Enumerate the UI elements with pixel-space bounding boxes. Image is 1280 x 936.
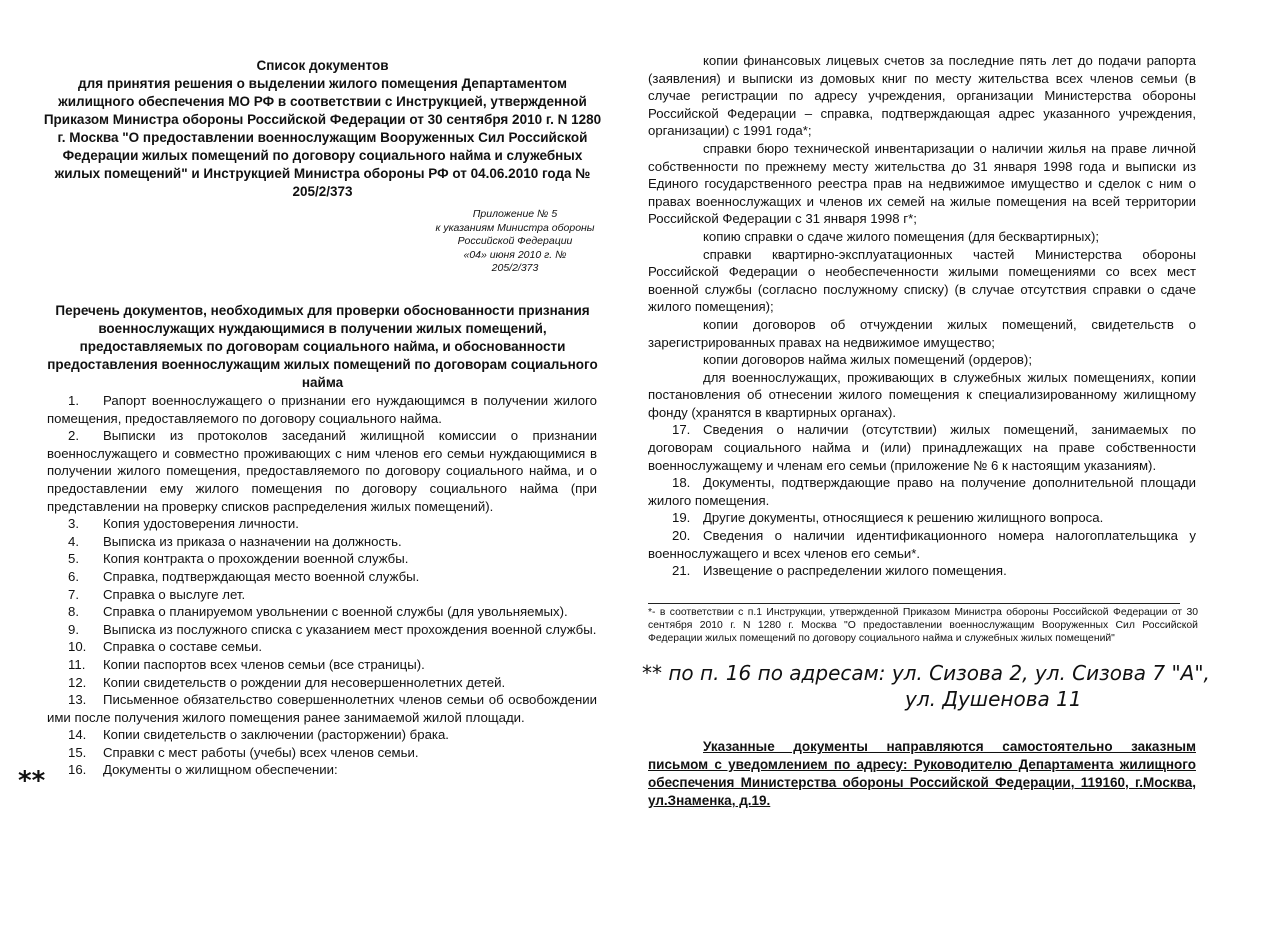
left-list (47, 392, 597, 779)
title-line1: Список документов (256, 58, 389, 73)
list-item (648, 562, 1196, 580)
list-item (47, 744, 597, 762)
item-number: 5. (68, 551, 79, 567)
list-item (47, 515, 597, 533)
footnote-divider (648, 603, 1180, 604)
list-item (47, 691, 597, 726)
item-number: 16. (68, 762, 87, 778)
list-item (648, 421, 1196, 474)
handwritten-note-line2: ул. Душенова 11 (905, 687, 1082, 711)
list-item (648, 509, 1196, 527)
item-text: Сведения о наличии идентификационного номера налогоплательщика у военнослужащего и всех членов его семьи*. (648, 528, 1196, 561)
mailing-instructions: Указанные документы направляются самостоятельно заказным письмом с уведомлением по адресу: Руководителю Департамента жилищного обеспечения Министерства обороны Российской Федерации, 119160, г.Москва, ул.Знаменка, д.19. (648, 739, 1196, 808)
list-item (47, 427, 597, 515)
item-text: Копии свидетельств о заключении (расторжении) брака. (103, 727, 449, 743)
footnote: *- в соответствии с п.1 Инструкции, утвержденной Приказом Министра обороны Российской Федерации от 30 сентября 2010 г. N 1280 г. Москва "О предоставлении военнослужащим Вооруженных Сил Российской Федерации жилых помещений по договору социального найма и служебных жилых помещений" (648, 607, 1198, 644)
item-number: 15. (68, 744, 87, 760)
handwritten-note (642, 660, 1252, 712)
sub-item: копии договоров найма жилых помещений (ордеров); (703, 352, 1032, 368)
sub-item: справки квартирно-эксплуатационных частей Министерства обороны Российской Федерации о необеспеченности жилыми помещениями со всех мест военной службы (согласно послужному списку) (в случае отсутствия справки о сдаче жилого помещения); (648, 246, 1196, 315)
title-body: для принятия решения о выделении жилого помещения Департаментом жилищного обеспечения МО РФ в соответствии с Инструкцией, утвержденной Приказом Министра обороны Российской Федерации от 30 сентября 2010 г. N 1280 г. Москва "О предоставлении военнослужащим Вооруженных Сил Российской Федерации жилых помещений по договору социального найма и служебных жилых помещений" и Инструкцией Министра обороны РФ от 04.06.2010 года № 205/2/373 (43, 76, 602, 199)
list-item (47, 550, 597, 568)
list-item (47, 638, 597, 656)
item-text: Копия контракта о прохождении военной службы. (103, 551, 409, 567)
item-number: 7. (68, 586, 79, 602)
list-item (47, 568, 597, 586)
handwritten-mark: ** (18, 766, 46, 796)
sub-item: справки бюро технической инвентаризации о наличии жилья на праве личной собственности по прежнему месту жительства до 31 января 1998 года и выписки из Единого государственного реестра прав на недвижимое имущество и сделок с ним о правах военнослужащих и членов их семей на жилые помещения на всей территории Российской Федерации с 31 января 1998 г*; (648, 140, 1196, 227)
list-item (47, 586, 597, 604)
sub-item: копии договоров об отчуждении жилых помещений, свидетельств о зарегистрированных правах на недвижимое имущество; (648, 316, 1196, 350)
sub-item: копию справки о сдаче жилого помещения (для бесквартирных); (703, 228, 1100, 244)
item-text: Другие документы, относящиеся к решению жилищного вопроса. (703, 510, 1104, 526)
sub-item: для военнослужащих, проживающих в служебных жилых помещениях, копии постановления об отнесении жилого помещения к специализированному жилищному фонду (хранятся в квартирных органах). (648, 369, 1196, 420)
item-text: Документы, подтверждающие право на получение дополнительной площади жилого помещения. (648, 475, 1196, 508)
item-number: 9. (68, 621, 79, 637)
item-text: Справки с мест работы (учебы) всех членов семьи. (103, 744, 419, 760)
item-text: Выписка из приказа о назначении на должность. (103, 533, 402, 549)
list-item (47, 726, 597, 744)
list-heading: Перечень документов, необходимых для проверки обоснованности признания военнослужащих нуждающимися в получении жилых помещений, предоставляемых по договорам социального найма, и обоснованности предоставления военнослужащим жилых помещений по договорам социального найма (47, 303, 598, 390)
item-number: 13. (68, 692, 87, 708)
item-number: 21. (672, 563, 691, 579)
list-item (47, 656, 597, 674)
item-text: Копии паспортов всех членов семьи (все страницы). (103, 656, 425, 672)
item-number: 8. (68, 604, 79, 620)
item-number: 17. (672, 422, 691, 438)
sub-item: копии финансовых лицевых счетов за последние пять лет до подачи рапорта (заявления) и выписки из домовых книг по месту жительства всех членов семьи (в случае регистрации по адресу учреждения, организации Министерства обороны Российской Федерации – справка, подтверждающая адрес указанного учреждения, организации) с 1991 года*; (648, 53, 1196, 139)
list-item (47, 533, 597, 551)
item-text: Справка о составе семьи. (103, 639, 263, 655)
item-text: Справка о выслуге лет. (103, 586, 246, 602)
item-number: 14. (68, 727, 87, 743)
item-number: 6. (68, 568, 79, 584)
item-text: Выписки из протоколов заседаний жилищной комиссии о признании военнослужащего и совместно проживающих с ним членов его семьи нуждающимися в получении жилого помещения, предоставляемого по договору социального найма, и о предоставлении ему жилого помещения по договору социального найма (при представлении на проверку списков распределения жилых помещений). (47, 428, 597, 514)
right-list (648, 52, 1196, 580)
item-text: Справка о планируемом увольнении с военной службы (для увольняемых). (103, 604, 568, 620)
item-number: 4. (68, 533, 79, 549)
item-text: Документы о жилищном обеспечении: (103, 762, 338, 778)
appendix-line: к указаниям Министра обороны (435, 221, 595, 234)
item-number: 3. (68, 516, 79, 532)
list-item (648, 527, 1196, 562)
list-item (47, 621, 597, 639)
item-text: Справка, подтверждающая место военной службы. (103, 568, 420, 584)
list-item (47, 392, 597, 427)
item-text: Письменное обязательство совершеннолетних членов семьи об освобождении ими после получения жилого помещения ранее занимаемой жилой площади. (47, 692, 597, 725)
item-text: Копии свидетельств о рождении для несовершеннолетних детей. (103, 674, 506, 690)
item-number: 10. (68, 639, 87, 655)
item-number: 19. (672, 510, 691, 526)
appendix-line: 205/2/373 (491, 262, 539, 274)
list-item (47, 761, 597, 779)
item-number: 2. (68, 428, 79, 444)
item-text: Рапорт военнослужащего о признании его нуждающимся в получении жилого помещения, предоставляемого по договору социального найма. (47, 393, 597, 426)
item-number: 11. (68, 656, 86, 672)
list-item (47, 603, 597, 621)
appendix-note (420, 208, 610, 276)
handwritten-note-line1: ** по п. 16 по адресам: ул. Сизова 2, ул. Сизова 7 "А", (642, 661, 1210, 685)
appendix-line: «04» июня 2010 г. № (463, 248, 567, 261)
appendix-line: Российской Федерации (457, 235, 573, 247)
item-text: Сведения о наличии (отсутствии) жилых помещений, занимаемых по договорам социального найма и (или) принадлежащих на праве собственности военнослужащему и членам его семьи (приложение № 6 к настоящим указаниям). (648, 422, 1196, 473)
item-number: 20. (672, 528, 691, 544)
item-number: 18. (672, 475, 691, 491)
item-text: Извещение о распределении жилого помещения. (703, 563, 1007, 579)
item-text: Копия удостоверения личности. (103, 516, 299, 532)
list-item (47, 674, 597, 692)
item-number: 1. (68, 393, 79, 408)
appendix-line: Приложение № 5 (472, 208, 558, 220)
item-text: Выписка из послужного списка с указанием мест прохождения военной службы. (103, 621, 597, 637)
list-item (648, 474, 1196, 509)
document-title (40, 57, 605, 201)
item-number: 12. (68, 674, 87, 690)
